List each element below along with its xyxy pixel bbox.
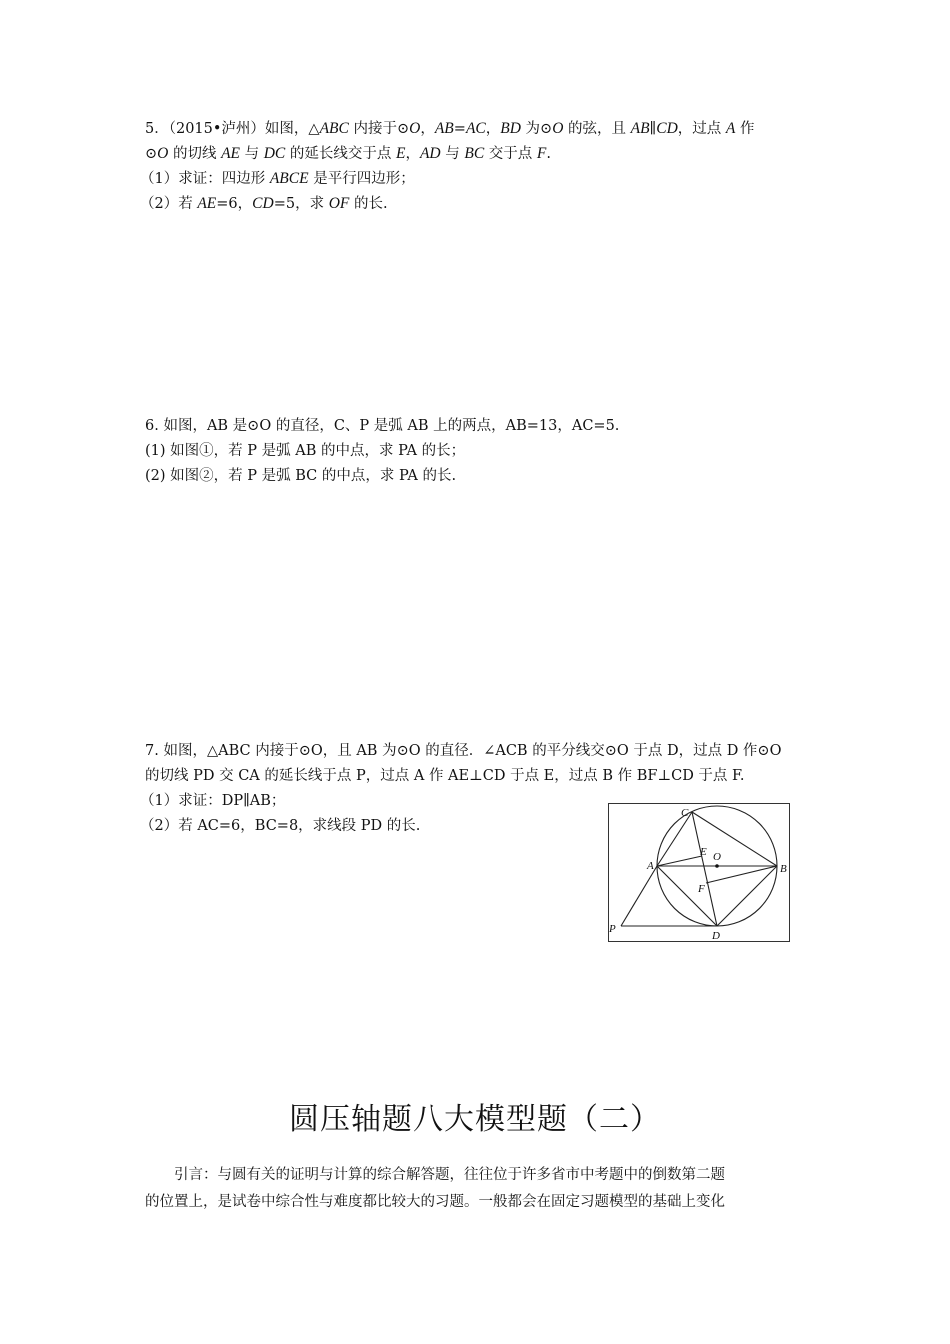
section-title: 圆压轴题八大模型题（二）: [289, 1102, 661, 1137]
math-var: DC: [263, 145, 286, 162]
math-var: ABC: [319, 120, 349, 137]
text-run: 内接于⊙: [348, 121, 410, 137]
problem5-line1: [145, 118, 754, 140]
segment-ac: [657, 812, 692, 866]
segment-cd: [692, 812, 717, 926]
math-var: O: [552, 120, 564, 137]
text-run: .: [546, 146, 551, 162]
problem5-part2: [140, 193, 388, 215]
center-point: [715, 864, 719, 868]
problem6-part1: (1) 如图①，若 P 是弧 AB 的中点，求 PA 的长；: [145, 443, 466, 459]
math-var: AC: [465, 120, 486, 137]
math-var: E: [396, 145, 406, 162]
math-var: AB: [434, 120, 454, 137]
label-o: O: [713, 851, 721, 863]
text-run: 为⊙: [520, 121, 553, 137]
problem5-line2: [145, 143, 551, 165]
label-d: D: [712, 930, 720, 942]
math-var: BD: [500, 120, 521, 137]
text-run: =: [453, 121, 466, 137]
label-a: A: [647, 860, 654, 872]
math-var: AD: [419, 145, 441, 162]
segment-pa: [621, 866, 657, 926]
intro-line2: 的位置上，是试卷中综合性与难度都比较大的习题。一般都会在固定习题模型的基础上变化: [145, 1194, 725, 1210]
math-var: A: [725, 120, 736, 137]
text-run: 与: [440, 146, 465, 162]
text-run: ∥: [649, 121, 657, 137]
problem7-line2: 的切线 PD 交 CA 的延长线于点 P，过点 A 作 AE⊥CD 于点 E，过点 B 作 BF⊥CD 于点 F.: [145, 768, 745, 784]
math-var: O: [409, 120, 421, 137]
text-run: （1）求证：四边形: [140, 171, 270, 187]
text-run: 的延长线交于点: [285, 146, 396, 162]
geometry-figure: [608, 803, 790, 942]
problem7-part1: （1）求证：DP∥AB；: [140, 793, 286, 809]
text-run: ⊙: [145, 146, 158, 162]
text-run: 的长.: [349, 196, 388, 212]
math-var: OF: [328, 195, 350, 212]
segment-bf: [706, 866, 777, 883]
text-run: ，: [420, 121, 435, 137]
text-run: =6，: [216, 196, 253, 212]
problem7-part2: （2）若 AC=6，BC=8，求线段 PD 的长.: [140, 818, 421, 834]
label-p: P: [609, 923, 616, 935]
math-var: AB: [630, 120, 650, 137]
segment-ae: [657, 856, 702, 866]
text-run: 是平行四边形；: [308, 171, 415, 187]
label-e: E: [700, 846, 707, 858]
text-run: ，过点: [677, 121, 726, 137]
text-run: ，: [405, 146, 420, 162]
problem7-line1: 7. 如图，△ABC 内接于⊙O，且 AB 为⊙O 的直径．∠ACB 的平分线交⊙O 于点 D，过点 D 作⊙O: [145, 743, 782, 759]
text-run: 的切线: [168, 146, 222, 162]
math-var: BC: [464, 145, 485, 162]
text-run: 的弦，且: [563, 121, 631, 137]
math-var: AE: [221, 145, 241, 162]
text-run: 与: [240, 146, 264, 162]
math-var: AE: [197, 195, 217, 212]
text-run: 5．（2015•泸州）如图，△: [145, 121, 320, 137]
math-var: F: [536, 145, 547, 162]
segment-bd: [717, 866, 777, 926]
math-var: O: [157, 145, 169, 162]
text-run: 作: [735, 121, 755, 137]
text-run: ，: [485, 121, 501, 137]
segment-ad: [657, 866, 717, 926]
label-f: F: [698, 883, 705, 895]
math-var: CD: [656, 120, 678, 137]
problem6-part2: (2) 如图②，若 P 是弧 BC 的中点，求 PA 的长.: [145, 468, 457, 484]
text-run: =5，求: [273, 196, 329, 212]
label-c: C: [681, 807, 689, 819]
math-var: ABCE: [269, 170, 309, 187]
figure-frame: [609, 804, 790, 942]
problem5-part1: [140, 168, 415, 190]
text-run: 交于点: [484, 146, 537, 162]
problem6-line1: 6. 如图，AB 是⊙O 的直径，C、P 是弧 AB 上的两点，AB=13，AC=5.: [145, 418, 620, 434]
math-var: CD: [252, 195, 274, 212]
intro-line1: 引言：与圆有关的证明与计算的综合解答题，往往位于许多省市中考题中的倒数第二题: [174, 1167, 725, 1183]
label-b: B: [780, 863, 787, 875]
text-run: （2）若: [140, 196, 198, 212]
